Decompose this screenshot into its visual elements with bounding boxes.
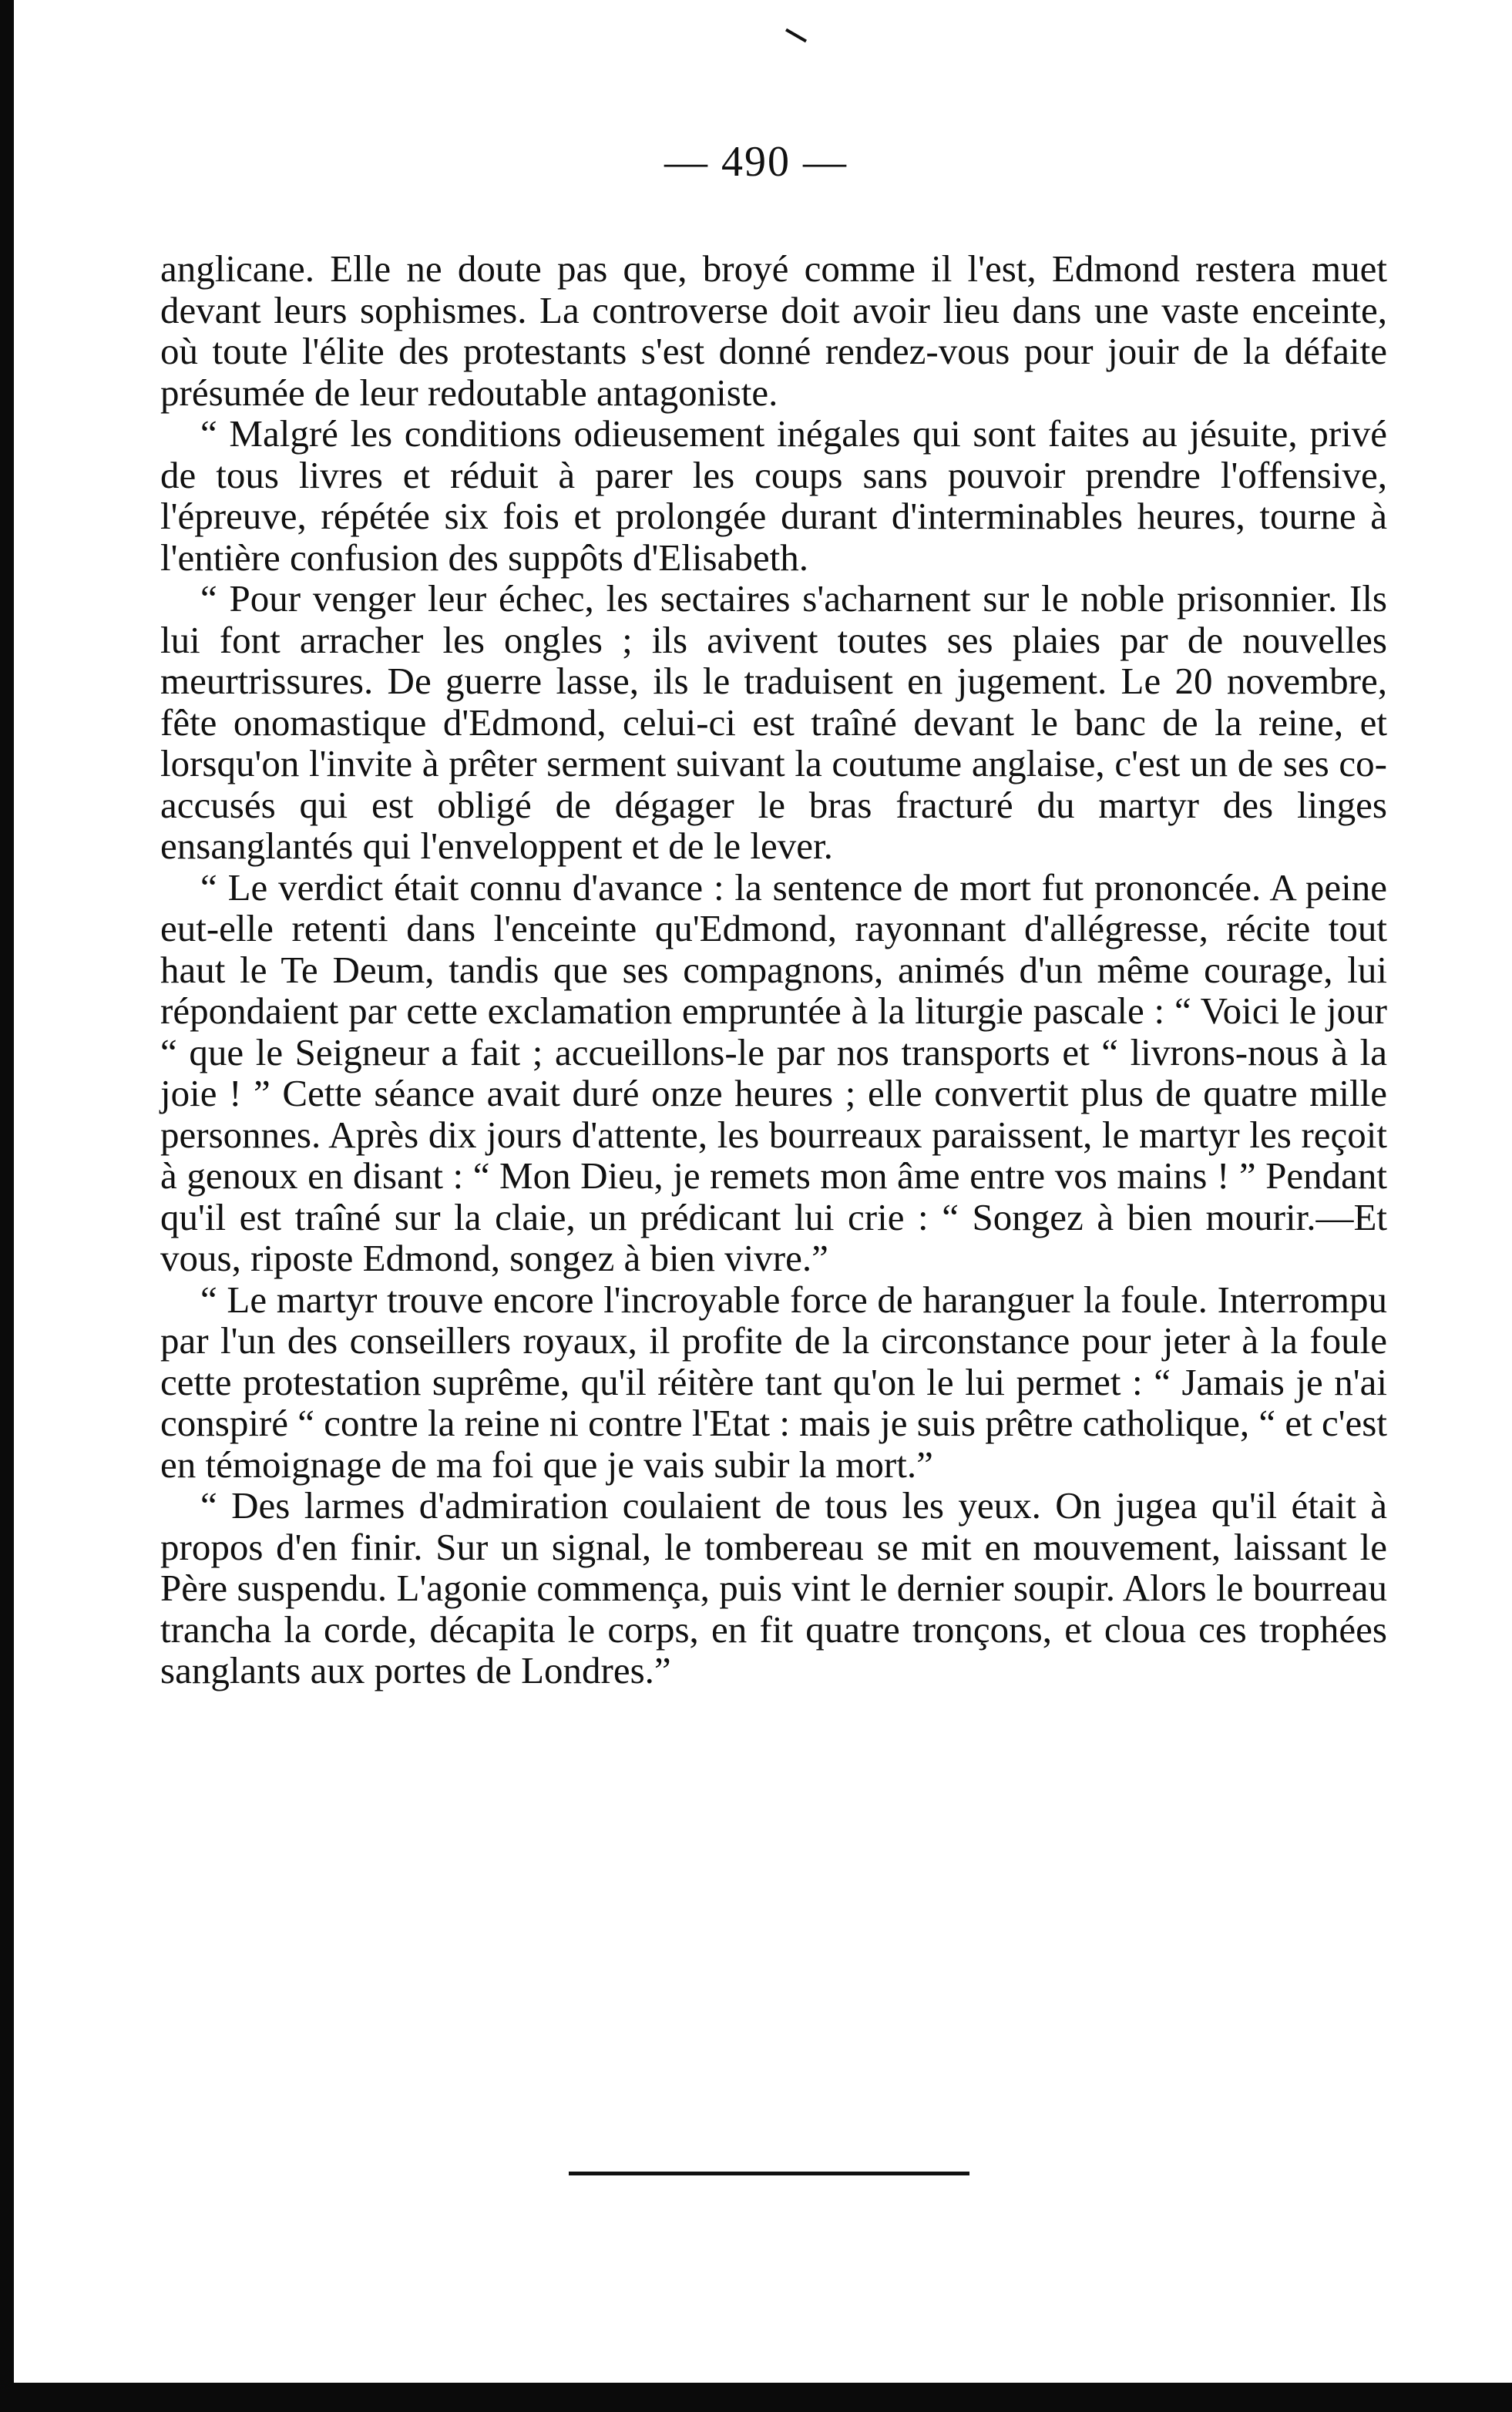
paragraph-continuation: anglicane. Elle ne doute pas que, broyé comme il l'est, Edmond restera muet devant leurs sophismes. La controverse doit avoir lieu dans une vaste enceinte, où toute l'élite des protestants s'est donné rendez-vous pour jouir de la défaite présumée de leur redoutable antagoniste. (160, 247, 1387, 414)
paragraph: “ Le verdict était connu d'avance : la sentence de mort fut prononcée. A peine eut-elle retenti dans l'enceinte qu'Edmond, rayonnant d'allégresse, récite tout haut le Te Deum, tandis que ses compagnons, animés d'un même courage, lui répondaient par cette exclamation empruntée à la liturgie pascale : “ Voici le jour “ que le Seigneur a fait ; accueillons-le par nos transports et “ livrons-nous à la joie ! ” Cette séance avait duré onze heures ; elle convertit plus de quatre mille personnes. Après dix jours d'attente, les bourreaux paraissent, le martyr les reçoit à genoux en disant : “ Mon Dieu, je remets mon âme entre vos mains ! ” Pendant qu'il est traîné sur la claie, un prédicant lui crie : “ Songez à bien mourir.—Et vous, riposte Edmond, songez à bien vivre.” (160, 865, 1387, 1279)
paragraph: “ Pour venger leur échec, les sectaires s'acharnent sur le noble prisonnier. Ils lui font arracher les ongles ; ils avivent toutes ses plaies par de nouvelles meurtrissures. De guerre lasse, ils le traduisent en jugement. Le 20 novembre, fête onomastique d'Edmond, celui-ci est traîné devant le banc de la reine, et lorsqu'on l'invite à prêter serment suivant la coutume anglaise, c'est un de ses co-accusés qui est obligé de dégager le bras fracturé du martyr des linges ensanglantés qui l'enveloppent et de le lever. (160, 577, 1387, 867)
paragraph: “ Des larmes d'admiration coulaient de tous les yeux. On jugea qu'il était à propos d'en finir. Sur un signal, le tombereau se mit en mouvement, laissant le Père suspendu. L'agonie commença, puis vint le dernier soupir. Alors le bourreau trancha la corde, décapita le corps, en fit quatre tronçons, et cloua ces trophées sanglants aux portes de Londres.” (160, 1484, 1387, 1691)
page-number: — 490 — (664, 138, 848, 186)
body-text (160, 248, 1387, 1691)
paragraph: “ Le martyr trouve encore l'incroyable force de haranguer la foule. Interrompu par l'un des conseillers royaux, il profite de la circonstance pour jeter à la foule cette protestation suprême, qu'il réitère tant qu'on le lui permet : “ Jamais je n'ai conspiré “ contre la reine ni contre l'Etat : mais je suis prêtre catholique, “ et c'est en témoignage de ma foi que je vais subir la mort.” (160, 1278, 1387, 1486)
paragraph: “ Malgré les conditions odieusement inégales qui sont faites au jésuite, privé de tous livres et réduit à parer les coups sans pouvoir prendre l'offensive, l'épreuve, répétée six fois et prolongée durant d'interminables heures, tourne à l'entière confusion des suppôts d'Elisabeth. (160, 412, 1387, 579)
scan-left-edge (0, 0, 14, 2412)
ink-mark (785, 29, 807, 42)
closing-rule (569, 2172, 969, 2175)
scan-bottom-edge (0, 2383, 1512, 2412)
